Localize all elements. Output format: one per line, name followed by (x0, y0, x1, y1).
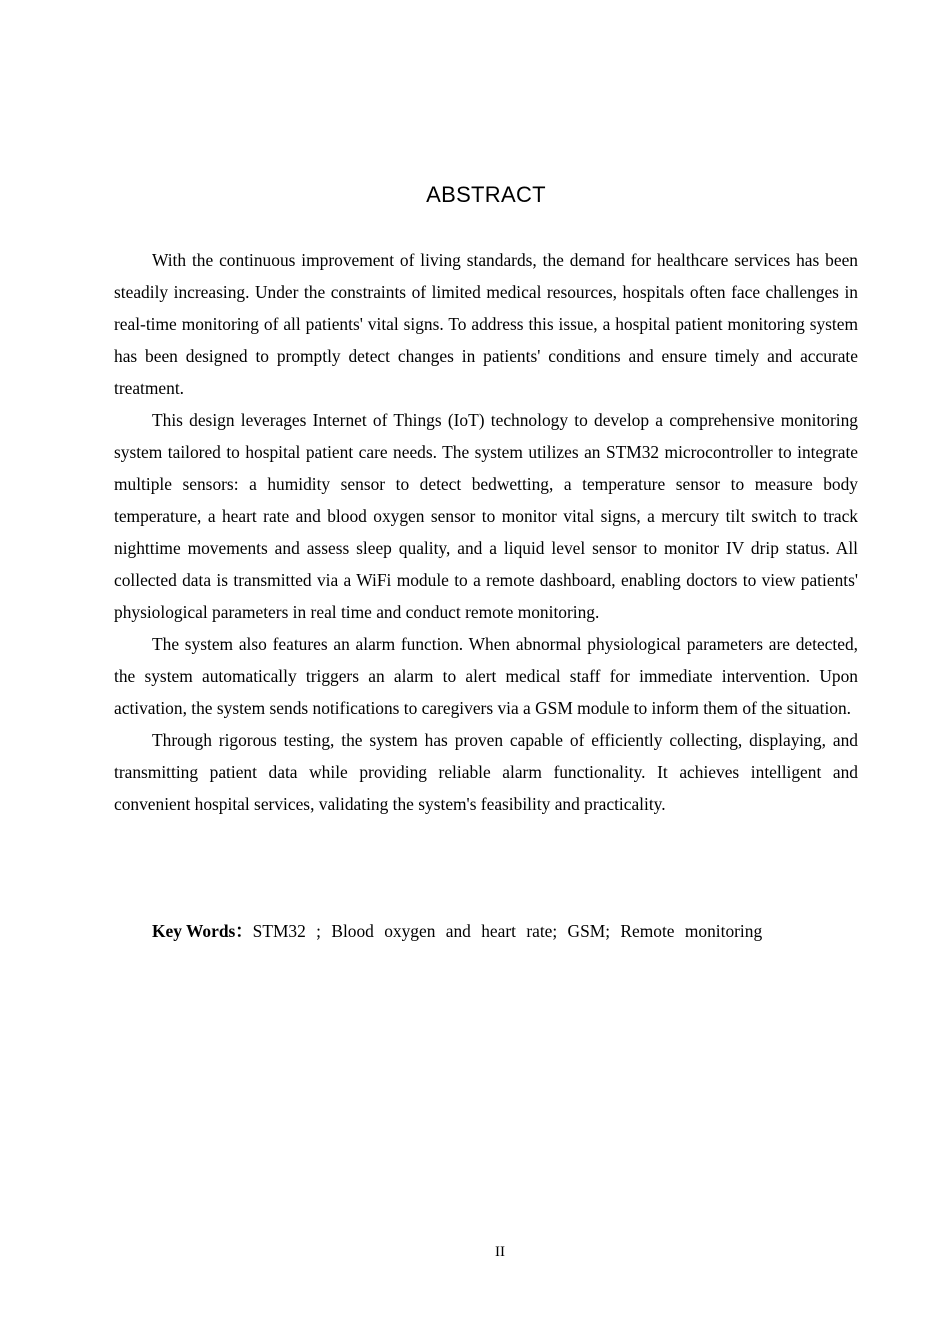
abstract-paragraph-1: With the continuous improvement of living standards, the demand for healthcare services has been steadily increasing. Under the constraints of limited medical resources, hospitals often face challenges in real-time monitoring of all patients' vital signs. To address this issue, a hospital patient monitoring system has been designed to promptly detect changes in patients' conditions and ensure timely and accurate treatment. (114, 250, 858, 398)
keywords-label: Key Words (152, 921, 236, 941)
page-number: II (495, 1244, 505, 1260)
abstract-title: ABSTRACT (426, 182, 546, 207)
abstract-body (114, 244, 858, 820)
abstract-paragraph-4: Through rigorous testing, the system has proven capable of efficiently collecting, displaying, and transmitting patient data while providing reliable alarm functionality. It achieves intelligent and convenient hospital services, validating the system's feasibility and practicality. (114, 730, 858, 814)
abstract-paragraph-3: The system also features an alarm function. When abnormal physiological parameters are detected, the system automatically triggers an alarm to alert medical staff for immediate intervention. Upon activation, the system sends notifications to caregivers via a GSM module to inform them of the situation. (114, 634, 858, 718)
keywords-separator: ： (235, 921, 253, 941)
keywords-line (152, 915, 852, 947)
abstract-paragraph-2: This design leverages Internet of Things (IoT) technology to develop a comprehensive monitoring system tailored to hospital patient care needs. The system utilizes an STM32 microcontroller to integrate multiple sensors: a humidity sensor to detect bedwetting, a temperature sensor to measure body temperature, a heart rate and blood oxygen sensor to monitor vital signs, a mercury tilt switch to track nighttime movements and assess sleep quality, and a liquid level sensor to monitor IV drip status. All collected data is transmitted via a WiFi module to a remote dashboard, enabling doctors to view patients' physiological parameters in real time and conduct remote monitoring. (114, 410, 858, 622)
keywords-value: STM32 ; Blood oxygen and heart rate; GSM; Remote monitoring (252, 921, 763, 941)
